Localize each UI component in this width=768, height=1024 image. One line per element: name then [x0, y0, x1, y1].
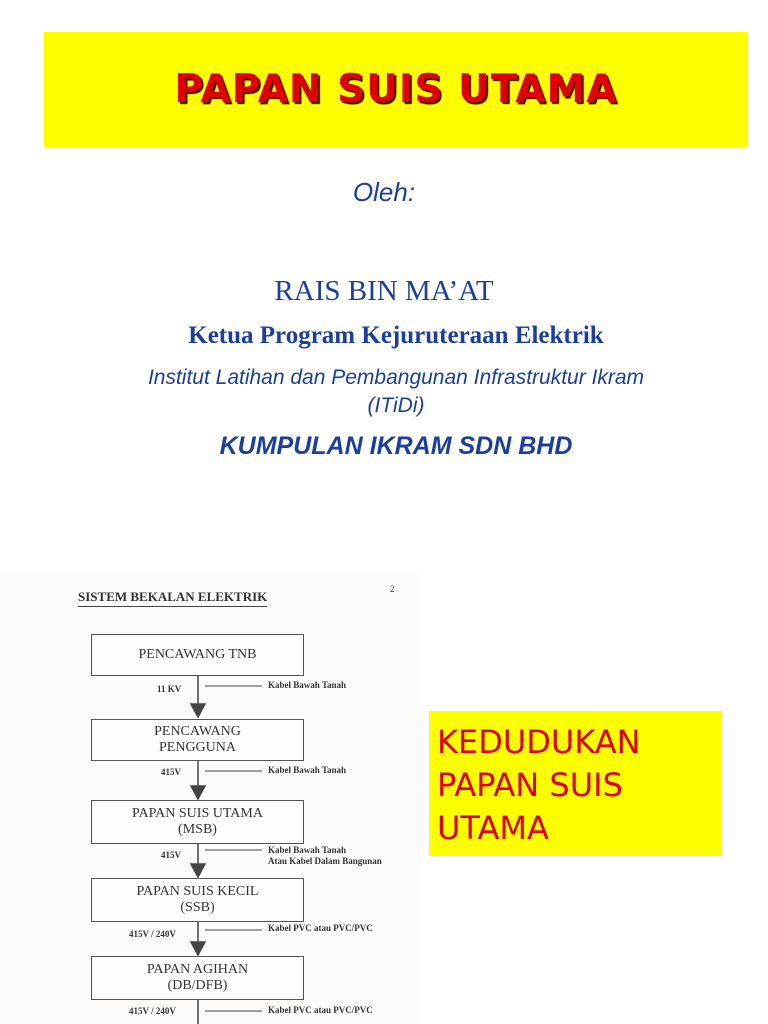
node-pencawang-pengguna [91, 719, 304, 761]
institute-line-1: Institut Latihan dan Pembangunan Infrastruktur Ikram [147, 366, 645, 389]
voltage-label: 415V [161, 767, 181, 777]
node-papan-agihan [91, 956, 304, 1000]
callout-line-1: KEDUDUKAN [437, 723, 641, 761]
author-name: RAIS BIN MA’AT [274, 275, 494, 307]
node-label: PENCAWANG TNB [138, 647, 257, 662]
callout-line-2: PAPAN SUIS [437, 766, 623, 804]
cable-label: Kabel Bawah Tanah [268, 765, 347, 775]
callout-box [429, 711, 722, 856]
voltage-label: 11 KV [157, 684, 182, 694]
author-role: Ketua Program Kejuruteraan Elektrik [188, 322, 604, 349]
voltage-label: 415V / 240V [129, 929, 176, 939]
voltage-label: 415V [161, 850, 181, 860]
node-papan-suis-kecil [91, 878, 304, 922]
node-pencawang-tnb [91, 634, 304, 676]
voltage-label: 415V / 240V [129, 1006, 176, 1016]
institute-name [40, 364, 752, 420]
node-label: PENCAWANG [154, 724, 241, 739]
institute-line-2: (ITiDi) [367, 394, 425, 417]
cable-label: Kabel PVC atau PVC/PVC [268, 1005, 373, 1015]
node-sublabel: (SSB) [180, 900, 215, 915]
callout-line-3: UTAMA [437, 809, 549, 847]
byline-label: Oleh: [352, 177, 416, 207]
node-label: PAPAN SUIS KECIL [136, 884, 259, 899]
node-label: PAPAN SUIS UTAMA [132, 806, 263, 821]
organization-name: KUMPULAN IKRAM SDN BHD [219, 432, 573, 460]
cable-label: Kabel PVC atau PVC/PVC [268, 923, 373, 933]
arrowhead [191, 942, 205, 955]
node-sublabel: PENGGUNA [159, 740, 236, 755]
cable-label-secondary: Atau Kabel Dalam Bangunan [268, 856, 382, 866]
cable-label: Kabel Bawah Tanah [268, 680, 347, 690]
arrowhead [191, 786, 205, 799]
title-banner [44, 32, 748, 147]
arrowhead [191, 704, 205, 717]
slide-title: PAPAN SUIS UTAMA [174, 67, 618, 112]
node-label: PAPAN AGIHAN [146, 962, 249, 977]
diagram-heading: SISTEM BEKALAN ELEKTRIK [78, 589, 267, 607]
cable-label: Kabel Bawah Tanah [268, 845, 347, 855]
node-sublabel: (MSB) [178, 822, 217, 837]
node-sublabel: (DB/DFB) [167, 978, 228, 993]
supply-system-diagram [0, 574, 420, 1024]
node-papan-suis-utama [91, 800, 304, 844]
arrowhead [191, 864, 205, 877]
diagram-page-number: 2 [390, 584, 395, 594]
